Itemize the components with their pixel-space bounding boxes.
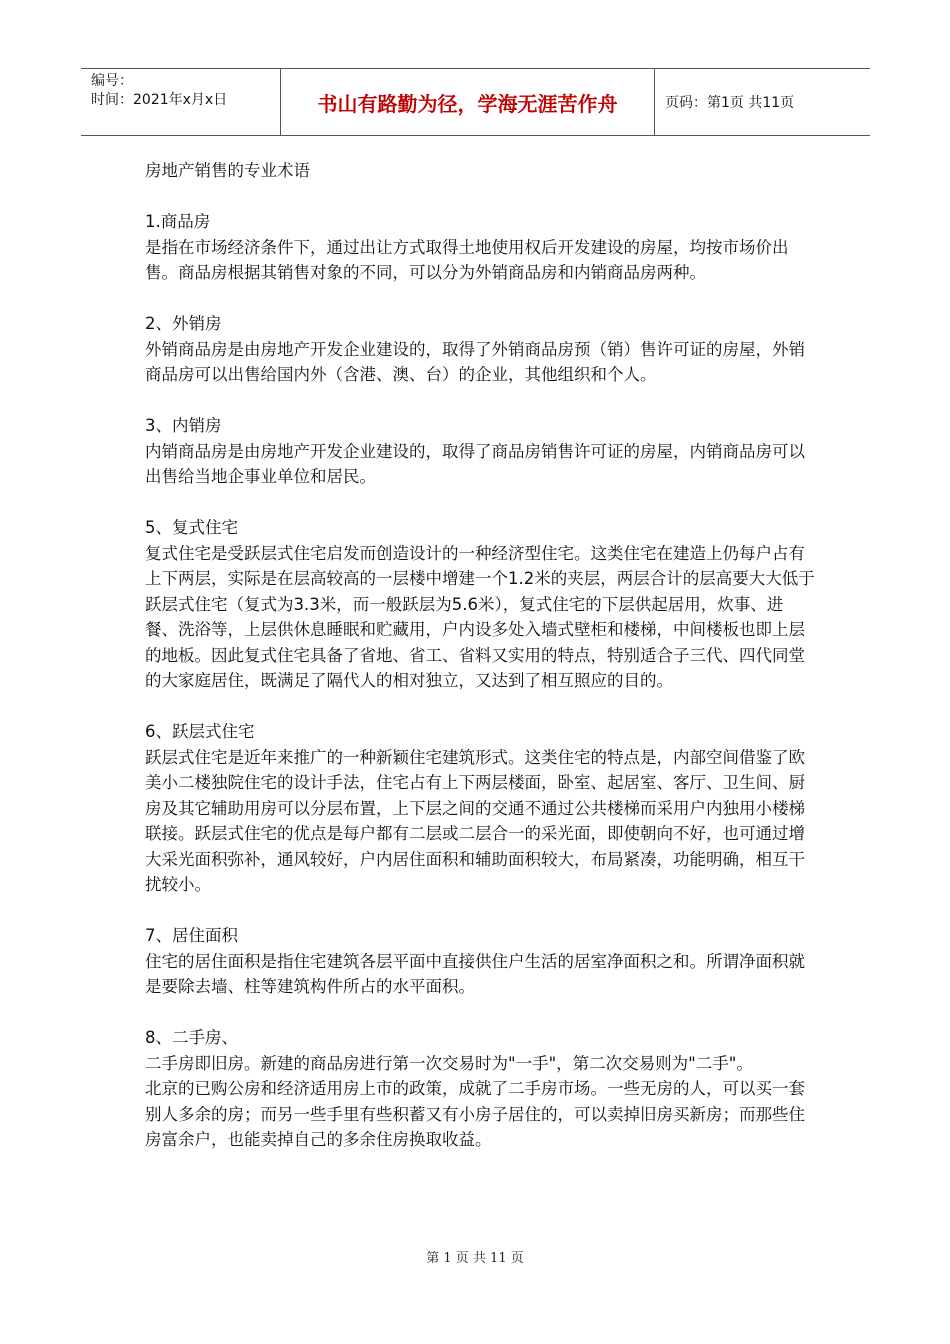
section-heading: 8、二手房、 — [145, 1028, 238, 1047]
section-commercial-housing — [145, 209, 815, 286]
header-page-info: 页码：第1页 共11页 — [665, 95, 795, 111]
section-export-housing — [145, 311, 815, 388]
section-paragraph: 内销商品房是由房地产开发企业建设的，取得了商品房销售许可证的房屋，内销商品房可以出售给当地企事业单位和居民。 — [145, 441, 805, 486]
section-split-level-housing — [145, 719, 815, 898]
section-paragraph: 复式住宅是受跃层式住宅启发而创造设计的一种经济型住宅。这类住宅在建造上仍每户占有上下两层，实际是在层高较高的一层楼中增建一个1.2米的夹层，两层合计的层高要大大低于跃层式住宅（复式为3.3米，而一般跃层为5.6米），复式住宅的下层供起居用，炊事、进餐、洗浴等，上层供休息睡眠和贮藏用，户内设多处入墙式壁柜和楼梯，中间楼板也即上层的地板。因此复式住宅具备了省地、省工、省料又实用的特点，特别适合子三代、四代同堂的大家庭居住，既满足了隔代人的相对独立，又达到了相互照应的目的。 — [145, 543, 815, 690]
section-duplex-housing — [145, 515, 815, 694]
page-footer: 第 1 页 共 11 页 — [426, 1251, 524, 1266]
header-motto: 书山有路勤为径，学海无涯苦作舟 — [281, 69, 655, 135]
section-heading: 5、复式住宅 — [145, 518, 238, 537]
header-meta — [81, 69, 281, 135]
section-paragraph: 北京的已购公房和经济适用房上市的政策，成就了二手房市场。一些无房的人，可以买一套别人多余的房；而另一些手里有些积蓄又有小房子居住的，可以卖掉旧房买新房；而那些住房富余户，也能卖掉自己的多余住房换取收益。 — [145, 1079, 805, 1149]
document-body — [145, 158, 815, 1178]
page-header — [81, 68, 870, 136]
section-paragraph: 是指在市场经济条件下，通过出让方式取得土地使用权后开发建设的房屋，均按市场价出售。商品房根据其销售对象的不同，可以分为外销商品房和内销商品房两种。 — [145, 237, 789, 282]
document-title: 房地产销售的专业术语 — [145, 161, 310, 180]
section-living-area — [145, 923, 815, 1000]
section-heading: 6、跃层式住宅 — [145, 722, 255, 741]
section-second-hand-housing — [145, 1025, 815, 1153]
section-heading: 7、居住面积 — [145, 926, 238, 945]
section-domestic-housing — [145, 413, 815, 490]
section-paragraph: 二手房即旧房。新建的商品房进行第一次交易时为"一手"，第二次交易则为"二手"。 — [145, 1053, 753, 1073]
section-paragraph: 跃层式住宅是近年来推广的一种新颖住宅建筑形式。这类住宅的特点是，内部空间借鉴了欧美小二楼独院住宅的设计手法，住宅占有上下两层楼面，卧室、起居室、客厅、卫生间、厨房及其它辅助用房可以分层布置，上下层之间的交通不通过公共楼梯而采用户内独用小楼梯联接。跃层式住宅的优点是每户都有二层或二层合一的采光面，即使朝向不好，也可通过增大采光面积弥补，通风较好，户内居住面积和辅助面积较大，布局紧凑，功能明确，相互干扰较小。 — [145, 747, 805, 894]
section-paragraph: 外销商品房是由房地产开发企业建设的，取得了外销商品房预（销）售许可证的房屋，外销商品房可以出售给国内外（含港、澳、台）的企业，其他组织和个人。 — [145, 339, 805, 384]
section-heading: 2、外销房 — [145, 314, 222, 333]
section-heading: 1.商品房 — [145, 212, 211, 231]
section-paragraph: 住宅的居住面积是指住宅建筑各层平面中直接供住户生活的居室净面积之和。所谓净面积就是要除去墙、柱等建筑构件所占的水平面积。 — [145, 951, 805, 996]
section-heading: 3、内销房 — [145, 416, 222, 435]
number-label: 编号： — [91, 73, 133, 89]
date-label: 时间：2021年x月x日 — [91, 92, 228, 108]
